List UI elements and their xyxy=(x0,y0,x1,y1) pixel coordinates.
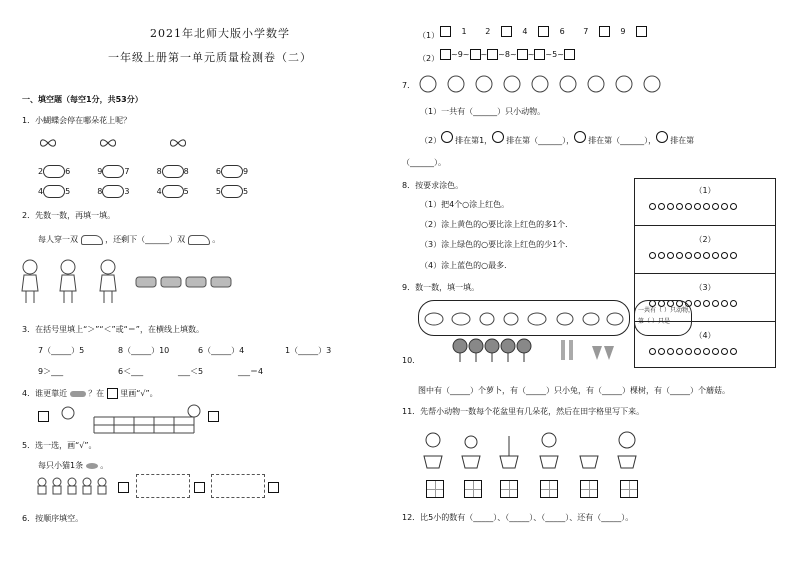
circle-row-1 xyxy=(649,203,775,212)
trees-rabbits-carrots-image xyxy=(452,336,622,364)
answer-box[interactable] xyxy=(268,482,279,493)
question-10-line: 图中有（_____）个萝卜，有（_____）只小兔，有（_____）棵树，有（_____）个蘑菇。 xyxy=(418,386,730,395)
flower-pots-image xyxy=(418,420,648,470)
answer-box[interactable] xyxy=(107,388,118,399)
question-8-4: （4）涂上蓝色的○最多． xyxy=(420,261,513,270)
tian-grid[interactable] xyxy=(580,480,598,498)
compare-row-2-a: 9＞___ xyxy=(38,367,64,376)
butterfly-icon xyxy=(41,140,56,146)
animals-row-image xyxy=(416,70,676,100)
question-4: 4．谁更靠近 ？在 里画“√”。 xyxy=(22,389,158,398)
circle-row-2 xyxy=(649,252,775,261)
duck-icon xyxy=(574,131,586,143)
compare-row-1-b: 8（_____）10 xyxy=(118,346,170,355)
sequence-2-label: （2） xyxy=(418,54,440,63)
animals-bubble xyxy=(418,300,630,336)
flower-cloud[interactable] xyxy=(43,185,65,198)
speech-bubble: 一共有（ ）只动物， 第（ ）只是 xyxy=(634,300,692,336)
question-3: 3．在括号里填上“＞”“＜”或“＝”，在横线上填数。 xyxy=(22,325,204,334)
question-9: 9．数一数，填一填。 xyxy=(402,283,480,292)
compare-row-2-b: 6＜___ xyxy=(118,367,144,376)
children-and-shoes-image xyxy=(16,255,246,305)
question-6: 6．按顺序填空。 xyxy=(22,514,84,523)
flower-row-1: 2 6 9 7 8 8 6 9 xyxy=(38,167,249,176)
circle-row-4 xyxy=(649,348,775,357)
sequence-1: 1 2 4 6 7 9 xyxy=(440,26,647,37)
compare-row-1-d: 1（_____）3 xyxy=(285,346,332,355)
tian-grid[interactable] xyxy=(464,480,482,498)
flower-cloud[interactable] xyxy=(162,165,184,178)
bone-icon xyxy=(70,391,86,397)
question-8-2: （2）涂上黄色的○要比涂上红色的多1个． xyxy=(420,220,574,229)
panda-icon xyxy=(441,131,453,143)
question-11: 11．先帮小动物一数每个花盆里有几朵花，然后在田字格里写下来。 xyxy=(402,407,645,416)
compare-row-1-c: 6（_____）4 xyxy=(198,346,245,355)
tian-grid[interactable] xyxy=(426,480,444,498)
fish-group-2 xyxy=(211,474,265,498)
cats-image xyxy=(36,476,116,496)
section-heading: 一、填空题（每空1分，共53分） xyxy=(22,95,143,104)
answer-box-left[interactable] xyxy=(38,411,49,422)
sequence-2: ~9~ ~ ~8~ ~ ~5~ xyxy=(440,49,575,60)
dog-icon xyxy=(188,405,200,417)
flower-cloud[interactable] xyxy=(221,185,243,198)
question-7-2: （2） 排在第1， 排在第（______）， 排在第（______）， 排在第 xyxy=(420,131,694,146)
page-title-line2: 一年级上册第一单元质量检测卷（二） xyxy=(108,51,312,64)
butterflies-image xyxy=(38,132,258,154)
question-10: 10． xyxy=(402,356,421,365)
compare-row-2-c: ___＜5 xyxy=(178,367,204,376)
question-7-1: （1）一共有（______）只小动物。 xyxy=(420,107,546,116)
tian-grid[interactable] xyxy=(620,480,638,498)
rooster-icon xyxy=(656,131,668,143)
hopscotch-image xyxy=(38,403,204,439)
circles-panel: （1） （2） （3） （4） xyxy=(634,178,776,368)
compare-row-2-d: ___＝4 xyxy=(238,367,264,376)
flower-cloud[interactable] xyxy=(43,165,65,178)
fish-group-1 xyxy=(136,474,190,498)
question-8: 8．按要求涂色。 xyxy=(402,181,464,190)
question-5: 5．选一选，画“√”。 xyxy=(22,441,97,450)
butterfly-icon xyxy=(101,140,116,146)
fish-icon xyxy=(86,463,98,469)
flower-cloud[interactable] xyxy=(162,185,184,198)
sequence-1-label: （1） xyxy=(418,31,440,40)
question-8-1: （1）把4个○涂上红色。 xyxy=(420,200,510,209)
question-2: 2．先数一数，再填一填。 xyxy=(22,211,116,220)
rabbit-icon xyxy=(492,131,504,143)
page-title-line1: 2021年北师大版小学数学 xyxy=(150,27,290,40)
tian-grid[interactable] xyxy=(500,480,518,498)
flower-cloud[interactable] xyxy=(221,165,243,178)
butterfly-icon xyxy=(171,140,186,146)
flower-cloud[interactable] xyxy=(102,165,124,178)
compare-row-1-a: 7（_____）5 xyxy=(38,346,85,355)
flower-row-2: 4 5 8 3 4 5 5 5 xyxy=(38,187,249,196)
question-12: 12．比5小的数有（_____）、（_____）、（_____）、还有（_____）。 xyxy=(402,513,634,522)
question-7: 7． xyxy=(402,81,416,90)
answer-box-right[interactable] xyxy=(208,411,219,422)
answer-box[interactable] xyxy=(194,482,205,493)
question-7-2-cont: （______）。 xyxy=(402,158,446,167)
flower-number: 2 xyxy=(38,167,44,176)
answer-box[interactable] xyxy=(118,482,129,493)
question-1: 1．小蝴蝶会停在哪朵花上呢？ xyxy=(22,116,132,125)
flower-cloud[interactable] xyxy=(102,185,124,198)
shoes-icon xyxy=(81,235,103,245)
question-2-line: 每人穿一双 ，还剩下（______）双 。 xyxy=(38,235,221,244)
shoes-icon xyxy=(188,235,210,245)
tian-grid[interactable] xyxy=(540,480,558,498)
question-5-line: 每只小猫1条 。 xyxy=(38,461,109,470)
question-8-3: （3）涂上绿色的○要比涂上红色的少1个． xyxy=(420,240,574,249)
